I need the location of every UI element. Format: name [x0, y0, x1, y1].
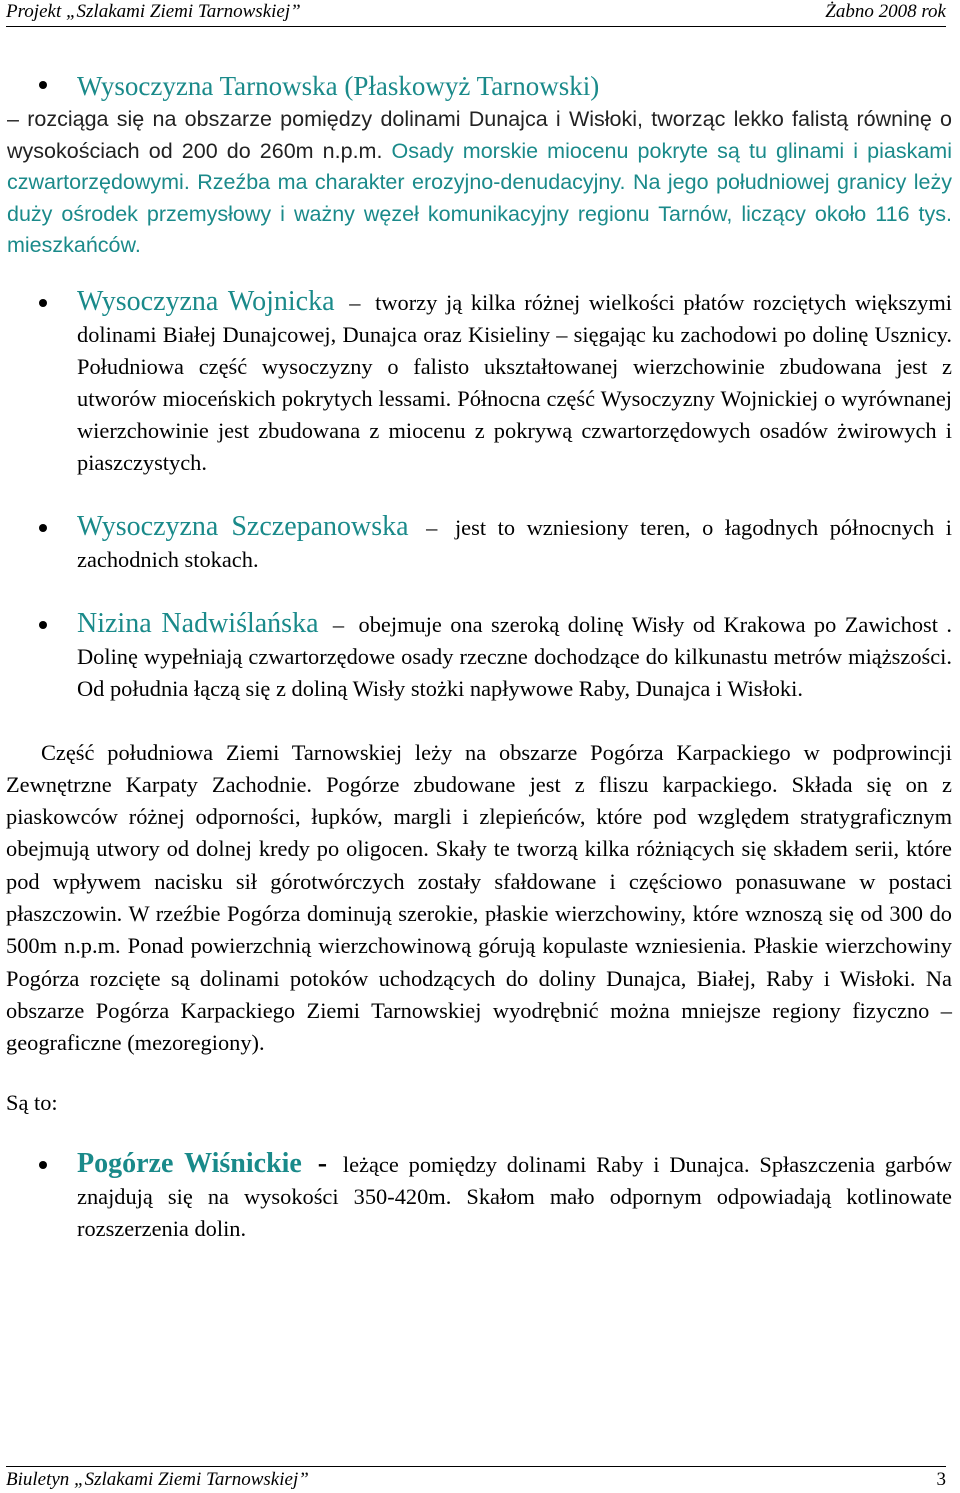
list-item-wysoczyzna-szczepanowska: Wysoczyzna Szczepanowska – jest to wzniesiony teren, o łagodnych północnych i zachodnich stokach.: [0, 511, 960, 576]
page-header: [6, 0, 946, 27]
intro-text-part4: . Na jego południowej granicy leży duży ośrodek przemysłowy i ważny węzeł komunikacyjny regionu Tarnów, liczący około 116 tys. mieszkańców.: [7, 170, 952, 257]
list-intro: Są to:: [6, 1090, 58, 1116]
document-body: [0, 68, 960, 1245]
intro-text-part2: Osady morskie miocenu pokryte są tu glinami i piaskami czwartorzędowymi.: [7, 138, 952, 194]
section-text: [7, 104, 952, 262]
list-item-pogorze-wisnickie: [0, 1148, 960, 1245]
region-description: leżące pomiędzy dolinami Raby i Dunajca. Spłaszczenia garbów znajdują się na wysokości 350-420m. Skałom mało odpornym odpowiadają kotlinowate rozszerzenia dolin.: [77, 1151, 952, 1241]
header-project-title: Projekt „Szlakami Ziemi Tarnowskiej”: [6, 1, 301, 22]
list-item-wysoczyzna-wojnicka: Wysoczyzna Wojnicka – tworzy ją kilka różnej wielkości płatów rozciętych większymi dolinami Białej Dunajcowej, Dunajca oraz Kisieliny – sięgając ku zachodowi po dolinę Usznicy. Południowa część wysoczyzny o falisto ukształtowanej wierzchowinie zbudowana jest z utworów mioceńskich pokrytych lessami. Północna część Wysoczyzny Wojnickiej o wyrównanej wierzchowinie jest zbudowana z miocenu z pokrywą czwartorzędowych osadów żwirowych i piaszczystych.: [0, 286, 960, 479]
bullet-icon: [39, 299, 47, 307]
page-footer: [6, 1466, 946, 1491]
intro-text-part3: Rzeźba ma charakter erozyjno-denudacyjny: [189, 170, 620, 194]
bullet-icon: [39, 524, 47, 532]
body-paragraph: Część południowa Ziemi Tarnowskiej leży na obszarze Pogórza Karpackiego w podprowincji Zewnętrzne Karpaty Zachodnie. Pogórze zbudowane jest z fliszu karpackiego. Składa się on z piaskowców różnej odporności, łupków, margli i zlepieńców, które pod względem stratygraficznym obejmują utwory od dolnej kredy po oligocen. Skały te tworzą kilka różniących się składem serii, które pod wpływem nacisku sił górotwórczych zostały sfałdowane i częściowo ponasuwane w postaci płaszczowin. W rzeźbie Pogórza dominują szerokie, płaskie wierzchowiny, które wznoszą się od 300 do 500m n.p.m. Ponad powierzchnią wierzchowinową górują kopulaste wzniesienia. Płaskie wierzchowiny Pogórza rozcięte są dolinami potoków uchodzących do doliny Dunajca, Białej, Raby i Wisłoki. Na obszarze Pogórza Karpackiego Ziemi Tarnowskiej wyodrębnić można mniejsze regiony fizyczno – geograficzne (mezoregiony).: [6, 739, 952, 1056]
header-date: Żabno 2008 rok: [825, 1, 946, 22]
region-name: Pogórze Wiśnickie: [77, 1147, 302, 1179]
region-name: Wysoczyzna Wojnicka: [77, 285, 335, 317]
list-item-wysoczyzna-tarnowska: [0, 68, 960, 262]
region-description: tworzy ją kilka różnej wielkości płatów rozciętych większymi dolinami Białej Dunajcowej, Dunajca oraz Kisieliny – sięgając ku zachodowi po dolinę Usznicy. Południowa część wysoczyzny o falisto ukształtowanej wierzchowinie zbudowana jest z utworów mioceńskich pokrytych lessami. Północna część Wysoczyzny Wojnickiej o wyrównanej wierzchowinie jest zbudowana z miocenu z pokrywą czwartorzędowych osadów żwirowych i piaszczystych.: [77, 289, 952, 475]
region-description: jest to wzniesiony teren, o łagodnych północnych i zachodnich stokach.: [77, 514, 952, 572]
region-name: Nizina Nadwiślańska: [77, 607, 319, 639]
bullet-icon: [39, 621, 47, 629]
footer-bulletin-title: Biuletyn „Szlakami Ziemi Tarnowskiej”: [6, 1469, 309, 1490]
region-description: obejmuje ona szeroką dolinę Wisły od Krakowa po Zawichost . Dolinę wypełniają czwartorzędowe osady rzeczne dochodzące do kilkunastu metrów miąższości. Od południa łączą się z doliną Wisły stożki napływowe Raby, Dunajca i Wisłoki.: [77, 611, 952, 701]
list-item-nizina-nadwislanska: Nizina Nadwiślańska – obejmuje ona szeroką dolinę Wisły od Krakowa po Zawichost . Dolinę wypełniają czwartorzędowe osady rzeczne dochodzące do kilkunastu metrów miąższości. Od południa łączą się z doliną Wisły stożki napływowe Raby, Dunajca i Wisłoki.: [0, 608, 960, 705]
bullet-icon: [39, 1161, 47, 1169]
region-name: Wysoczyzna Szczepanowska: [77, 510, 409, 542]
bullet-icon: [39, 81, 47, 89]
region-dash: -: [317, 1147, 328, 1179]
intro-text-part1: – rozciąga się na obszarze pomiędzy dolinami Dunajca i Wisłoki, tworząc lekko falistą równinę o wysokościach od 200 do 260m n.p.m.: [7, 107, 952, 163]
section-title: Wysoczyzna Tarnowska (Płaskowyż Tarnowski): [77, 71, 600, 101]
page-number: 3: [936, 1469, 946, 1490]
